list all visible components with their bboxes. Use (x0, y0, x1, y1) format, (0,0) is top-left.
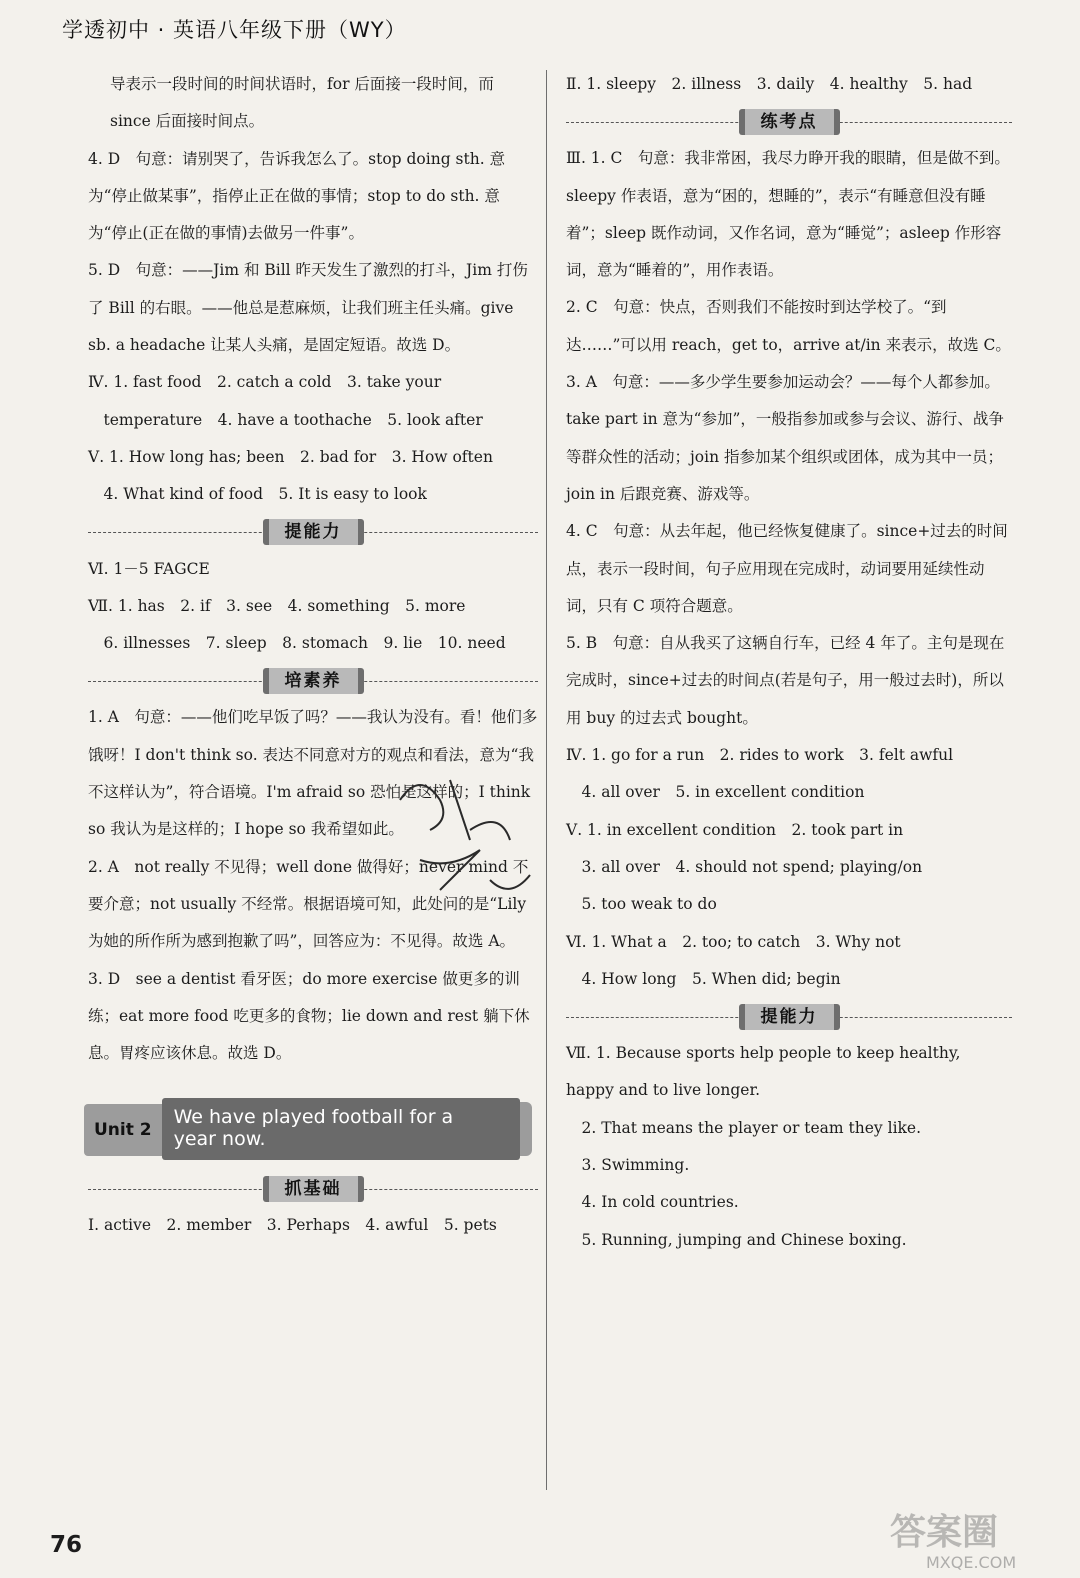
answer-line: Ⅴ. 1. in excellent condition 2. took part in (566, 820, 904, 839)
answer-line: 4. What kind of food 5. It is easy to look (88, 485, 427, 504)
watermark-url: MXQE.COM (926, 1553, 1017, 1572)
answer-line: 4. How long 5. When did; begin (566, 969, 841, 988)
section-heading-label: 抓基础 (263, 1176, 364, 1202)
answer-line: 5. Running, jumping and Chinese boxing. (566, 1230, 907, 1249)
answer-paragraph: 2. C 句意：快点，否则我们不能按时到达学校了。“到达……”可以用 reach，get to，arrive at/in 来表示，故选 C。 (566, 298, 1011, 354)
answer-line: 4. In cold countries. (566, 1193, 739, 1212)
answer-line: Ⅵ. 1－5 FAGCE (88, 559, 210, 578)
right-column (566, 66, 1012, 1259)
unit-banner-end (520, 1102, 532, 1156)
answer-paragraph: 导表示一段时间的时间状语时，for 后面接一段时间，而 since 后面接时间点。 (110, 75, 494, 131)
section-heading-label: 培素养 (263, 668, 364, 694)
answer-paragraph: 4. C 句意：从去年起，他已经恢复健康了。since+过去的时间点，表示一段时间，句子应用现在完成时，动词要用延续性动词，只有 C 项符合题意。 (566, 522, 1008, 615)
answer-paragraph: 2. A not really 不见得；well done 做得好；never mind 不要介意；not usually 不经常。根据语境可知，此处问的是“Lily 为她的所作所为感到抱歉了吗”，回答应为：不见得。故选 A。 (88, 857, 529, 951)
page-header: 学透初中 · 英语八年级下册（WY） (62, 18, 407, 42)
answer-line: 3. Swimming. (566, 1156, 690, 1175)
answer-paragraph: 5. D 句意：——Jim 和 Bill 昨天发生了激烈的打斗，Jim 打伤了 Bill 的右眼。——他总是惹麻烦，让我们班主任头痛。give sb. a headache 让某人头痛，是固定短语。故选 D。 (88, 261, 528, 355)
answer-line: Ⅰ. active 2. member 3. Perhaps 4. awful 5. pets (88, 1216, 497, 1235)
section-heading (88, 514, 538, 551)
watermark-logo (886, 1504, 1066, 1572)
handwriting-scribble (380, 760, 580, 930)
section-heading-label: 练考点 (739, 109, 840, 135)
answer-paragraph: 5. B 句意：自从我买了这辆自行车，已经 4 年了。主句是现在完成时，since+过去的时间点(若是句子，用一般过去时)，所以用 buy 的过去式 bought。 (566, 634, 1005, 727)
unit-banner (84, 1098, 538, 1160)
answer-paragraph: 3. D see a dentist 看牙医；do more exercise 做更多的训练；eat more food 吃更多的食物；lie down and rest 躺下休息。胃疼应该休息。故选 D。 (88, 969, 530, 1063)
answer-paragraph: 1. A 句意：——他们吃早饭了吗？——我认为没有。看！他们多饿呀！I don't think so. 表达不同意对方的观点和看法，意为“我不这样认为”，符合语境。I'm afraid so 恐怕是这样的；I think so 我认为是这样的；I hope so 我希望如此。 (88, 708, 538, 839)
section-heading-label: 提能力 (263, 519, 364, 545)
section-heading (88, 662, 538, 699)
section-heading (88, 1170, 538, 1207)
answer-paragraph: 3. A 句意：——多少学生要参加运动会？——每个人都参加。take part in 意为“参加”，一般指参加或参与会议、游行、战争等群众性的活动；join 指参加某个组织或团体，成为其中一员；join in 后跟竞赛、游戏等。 (566, 373, 1004, 503)
answer-paragraph: Ⅲ. 1. C 句意：我非常困，我尽力睁开我的眼睛，但是做不到。sleepy 作表语，意为“困的，想睡的”，表示“有睡意但没有睡着”；sleep 既作动词，又作名词，意为“睡觉”；asleep 作形容词，意为“睡着的”，用作表语。 (566, 149, 1010, 280)
answer-line: Ⅱ. 1. sleepy 2. illness 3. daily 4. healthy 5. had (566, 75, 973, 93)
section-heading (566, 103, 1012, 140)
answer-line: Ⅵ. 1. What a 2. too; to catch 3. Why not (566, 932, 901, 951)
section-heading-label: 提能力 (739, 1004, 840, 1030)
answer-line: 4. all over 5. in excellent condition (566, 783, 865, 802)
answer-line: Ⅴ. 1. How long has; been 2. bad for 3. How often (88, 447, 493, 466)
answer-line: 2. That means the player or team they like. (566, 1118, 922, 1137)
answer-line: Ⅶ. 1. has 2. if 3. see 4. something 5. more (88, 596, 466, 615)
answer-paragraph: Ⅶ. 1. Because sports help people to keep healthy, happy and to live longer. (566, 1044, 961, 1100)
left-column (88, 66, 538, 1245)
unit-title: We have played football for a year now. (162, 1098, 520, 1160)
answer-line: temperature 4. have a toothache 5. look after (88, 410, 483, 429)
answer-line: Ⅳ. 1. go for a run 2. rides to work 3. felt awful (566, 746, 954, 765)
unit-tag: Unit 2 (84, 1104, 162, 1156)
answer-line: 5. too weak to do (566, 895, 717, 914)
section-heading (566, 998, 1012, 1035)
answer-line: 3. all over 4. should not spend; playing/on (566, 857, 923, 876)
answer-paragraph: 4. D 句意：请别哭了，告诉我怎么了。stop doing sth. 意为“停止做某事”，指停止正在做的事情；stop to do sth. 意为“停止(正在做的事情)去做另一件事”。 (88, 149, 506, 243)
answer-line: Ⅳ. 1. fast food 2. catch a cold 3. take your (88, 373, 442, 392)
watermark-text: 答案圈 (890, 1512, 999, 1553)
page-number: 76 (50, 1532, 83, 1558)
answer-line: 6. illnesses 7. sleep 8. stomach 9. lie 10. need (88, 634, 506, 653)
